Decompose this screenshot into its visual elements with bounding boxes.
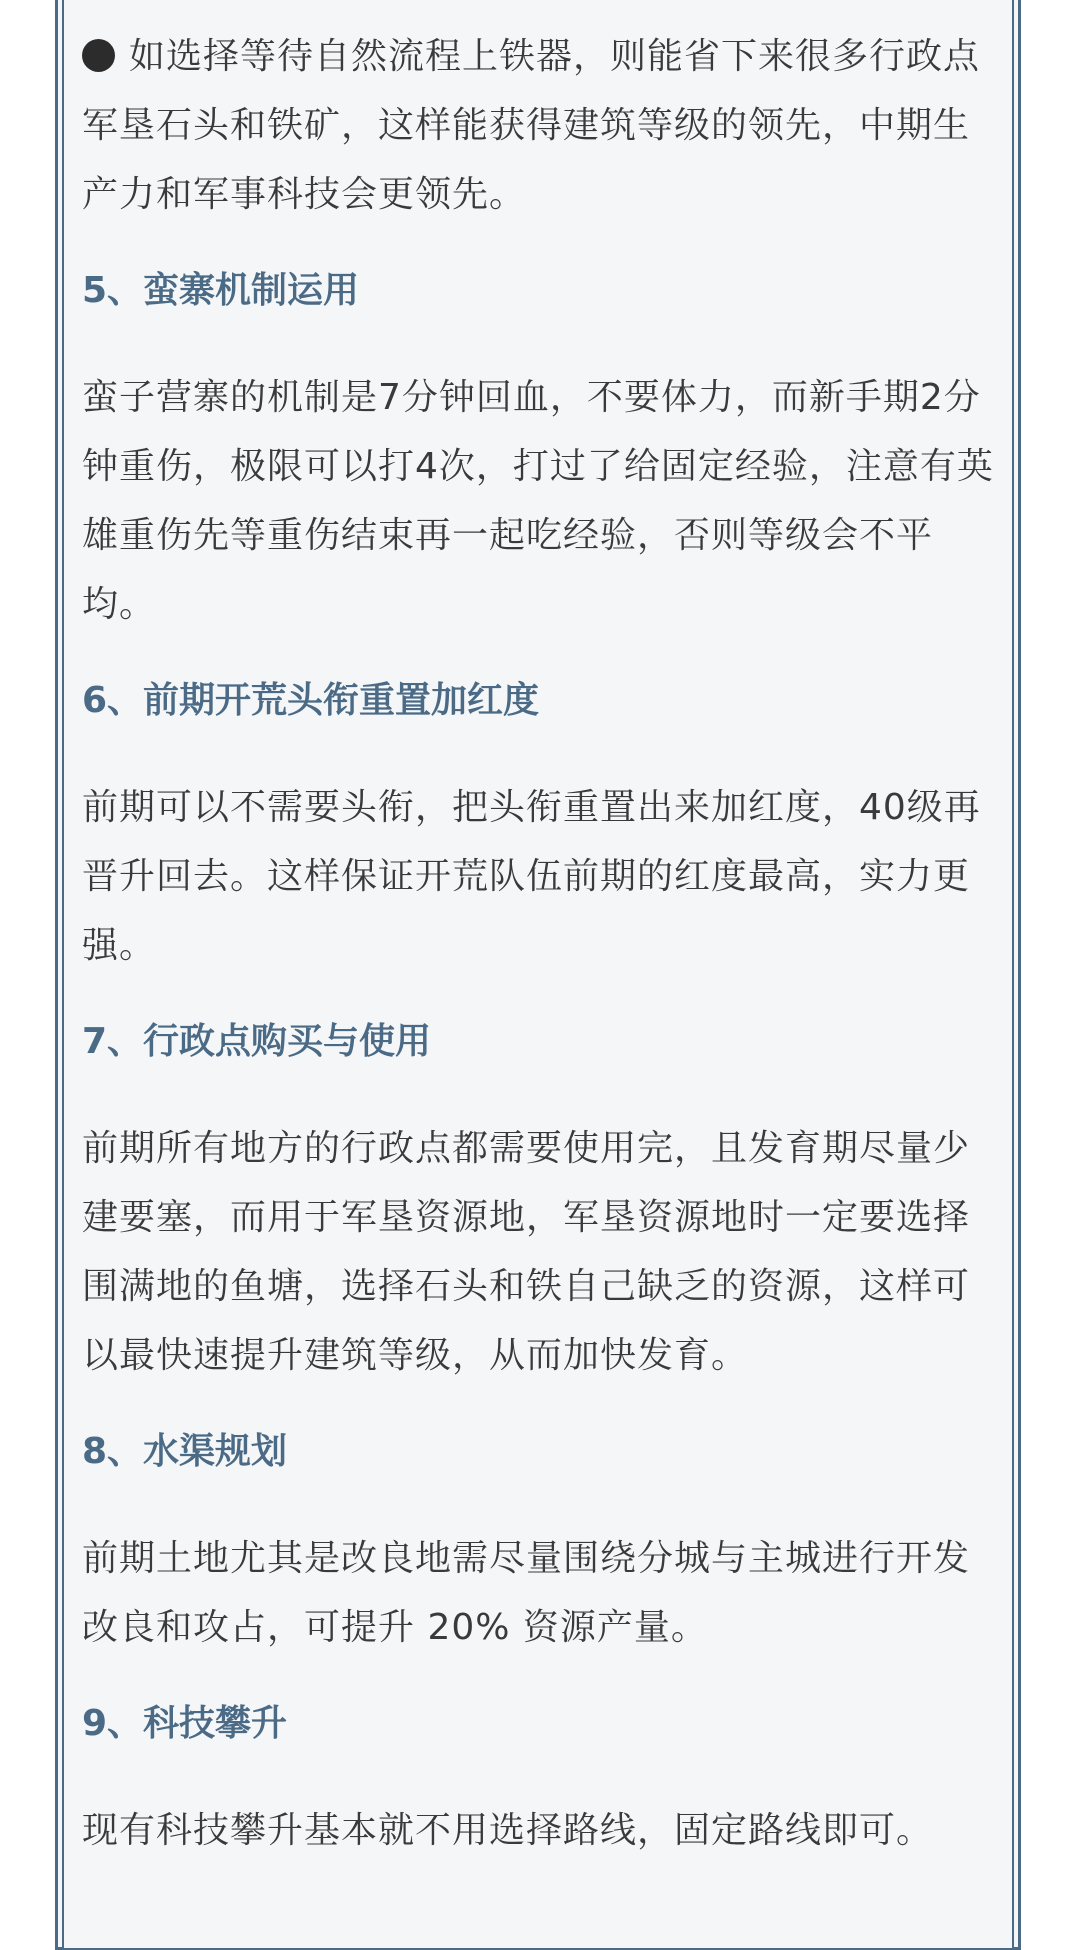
section-heading-9: 9、科技攀升 xyxy=(82,1703,288,1744)
article-content xyxy=(82,22,1002,1865)
bullet-icon xyxy=(82,39,115,72)
section-heading-8: 8、水渠规划 xyxy=(82,1431,288,1472)
section-heading-5: 5、蛮寨机制运用 xyxy=(82,270,360,311)
section-body-7: 前期所有地方的行政点都需要使用完，且发育期尽量少建要塞，而用于军垦资源地，军垦资源地时一定要选择围满地的鱼塘，选择石头和铁自己缺乏的资源，这样可以最快速提升建筑等级，从而加快发育。 xyxy=(82,1128,971,1376)
section-heading-7: 7、行政点购买与使用 xyxy=(82,1021,432,1062)
section-body-6: 前期可以不需要头衔，把头衔重置出来加红度，40级再晋升回去。这样保证开荒队伍前期的红度最高，实力更强。 xyxy=(82,787,981,966)
intro-paragraph xyxy=(82,22,1002,229)
section-body-9: 现有科技攀升基本就不用选择路线，固定路线即可。 xyxy=(82,1810,934,1851)
section-heading-6: 6、前期开荒头衔重置加红度 xyxy=(82,680,540,721)
section-body-5: 蛮子营寨的机制是7分钟回血，不要体力，而新手期2分钟重伤，极限可以打4次，打过了给固定经验，注意有英雄重伤先等重伤结束再一起吃经验，否则等级会不平均。 xyxy=(82,377,994,625)
section-body-8: 前期土地尤其是改良地需尽量围绕分城与主城进行开发改良和攻占，可提升 20% 资源产量。 xyxy=(82,1538,971,1648)
intro-text: 如选择等待自然流程上铁器，则能省下来很多行政点军垦石头和铁矿，这样能获得建筑等级的领先，中期生产力和军事科技会更领先。 xyxy=(82,36,981,215)
